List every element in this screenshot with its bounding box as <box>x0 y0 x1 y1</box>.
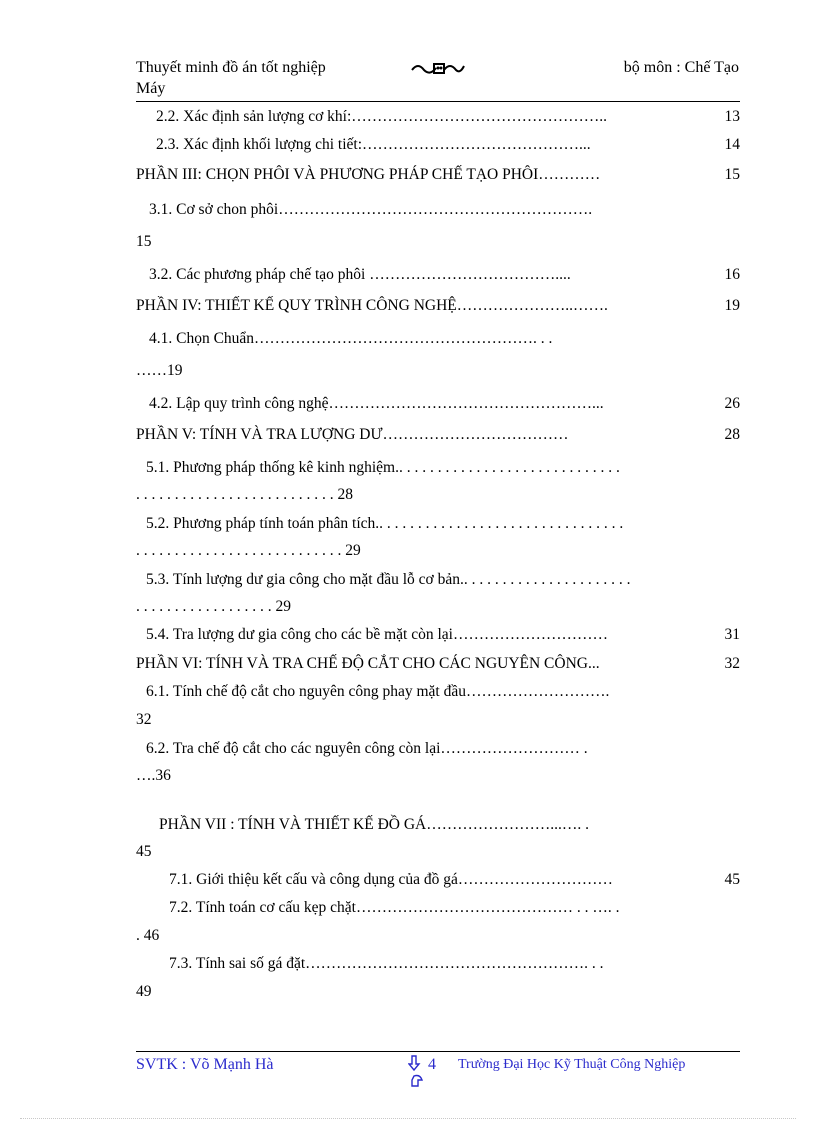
toc-entry: PHẦN IV: THIẾT KẾ QUY TRÌNH CÔNG NGHỆ…………………..……. <box>136 297 608 314</box>
toc-page: . . . . . . . . . . . . . . . . . . . . . . . . . . 28 <box>136 486 353 503</box>
header-department: bộ môn : Chế Tạo <box>623 59 739 76</box>
toc-page: . . . . . . . . . . . . . . . . . . 29 <box>136 598 291 615</box>
toc-entry: PHẦN III: CHỌN PHÔI VÀ PHƯƠNG PHÁP CHẾ TẠO PHÔI………… <box>136 166 601 183</box>
toc-page: 14 <box>724 136 740 153</box>
toc-entry: 7.3. Tính sai số gá đặt………………………………………………. . . <box>169 955 604 972</box>
toc-entry: PHẦN VI: TÍNH VÀ TRA CHẾ ĐỘ CẮT CHO CÁC NGUYÊN CÔNG... <box>136 655 600 672</box>
toc-entry: 3.1. Cơ sở chon phôi……………………………………………………. <box>149 201 593 218</box>
toc-entry: PHẦN V: TÍNH VÀ TRA LƯỢNG DƯ……………………………… <box>136 426 569 443</box>
toc-page: 28 <box>724 426 740 443</box>
toc-page: 45 <box>724 871 740 888</box>
finger-pointer-icon <box>408 1054 426 1093</box>
toc-entry: 4.2. Lập quy trình công nghệ……………………………………………... <box>149 395 604 412</box>
toc-entry: PHẦN VII : TÍNH VÀ THIẾT KẾ ĐỒ GÁ……………………...…. . <box>159 816 589 833</box>
toc-page: ……19 <box>136 362 183 379</box>
toc-entry: 6.2. Tra chế độ cắt cho các nguyên công còn lại……………………… . <box>146 740 588 757</box>
toc-entry: 4.1. Chọn Chuẩn………………………………………………. . . <box>149 330 553 347</box>
toc-page: 32 <box>136 711 152 728</box>
toc-page: 15 <box>724 166 740 183</box>
toc-entry: 5.4. Tra lượng dư gia công cho các bề mặt còn lại………………………… <box>146 626 608 643</box>
footer-rule <box>136 1051 740 1052</box>
header-title-continued: Máy <box>136 80 166 97</box>
toc-entry: 7.2. Tính toán cơ cấu kẹp chặt…………………………………… . . …. . <box>169 899 620 916</box>
footer-page-number: 4 <box>428 1056 436 1073</box>
toc-page: 31 <box>724 626 740 643</box>
toc-page: 15 <box>136 233 152 250</box>
toc-entry: 2.3. Xác định khối lượng chi tiết:……………………………………... <box>156 136 591 153</box>
toc-entry: 3.2. Các phương pháp chế tạo phôi ……………………………….... <box>149 266 571 283</box>
header-title: Thuyết minh đồ án tốt nghiệp <box>136 59 326 76</box>
toc-page: 13 <box>724 108 740 125</box>
toc-entry: 5.1. Phương pháp thống kê kinh nghiệm.. . . . . . . . . . . . . . . . . . . . . . . . . . . . . <box>146 459 620 476</box>
toc-page: 16 <box>724 266 740 283</box>
ornament-icon <box>410 58 466 83</box>
toc-entry: 2.2. Xác định sản lượng cơ khí:………………………………………….. <box>156 108 608 125</box>
page-bottom-border <box>20 1118 796 1119</box>
toc-page: 19 <box>724 297 740 314</box>
toc-page: 32 <box>724 655 740 672</box>
toc-entry: 5.2. Phương pháp tính toán phân tích.. . . . . . . . . . . . . . . . . . . . . . . . . . . . . . . . <box>146 515 624 532</box>
footer-institution: Trường Đại Học Kỹ Thuật Công Nghiệp <box>458 1057 686 1072</box>
toc-page: 49 <box>136 983 152 1000</box>
toc-page: . . . . . . . . . . . . . . . . . . . . . . . . . . . 29 <box>136 542 361 559</box>
toc-page: ….36 <box>136 767 171 784</box>
toc-entry: 6.1. Tính chế độ cắt cho nguyên công phay mặt đầu………………………. <box>146 683 610 700</box>
header-rule <box>136 101 740 102</box>
toc-page: 26 <box>724 395 740 412</box>
toc-entry: 7.1. Giới thiệu kết cấu và công dụng của đồ gá………………………… <box>169 871 613 888</box>
toc-page: 45 <box>136 843 152 860</box>
toc-entry: 5.3. Tính lượng dư gia công cho mặt đầu lỗ cơ bản.. . . . . . . . . . . . . . . . . . . . . . <box>146 571 631 588</box>
footer-author: SVTK : Võ Mạnh Hà <box>136 1056 274 1073</box>
toc-page: . 46 <box>136 927 160 944</box>
